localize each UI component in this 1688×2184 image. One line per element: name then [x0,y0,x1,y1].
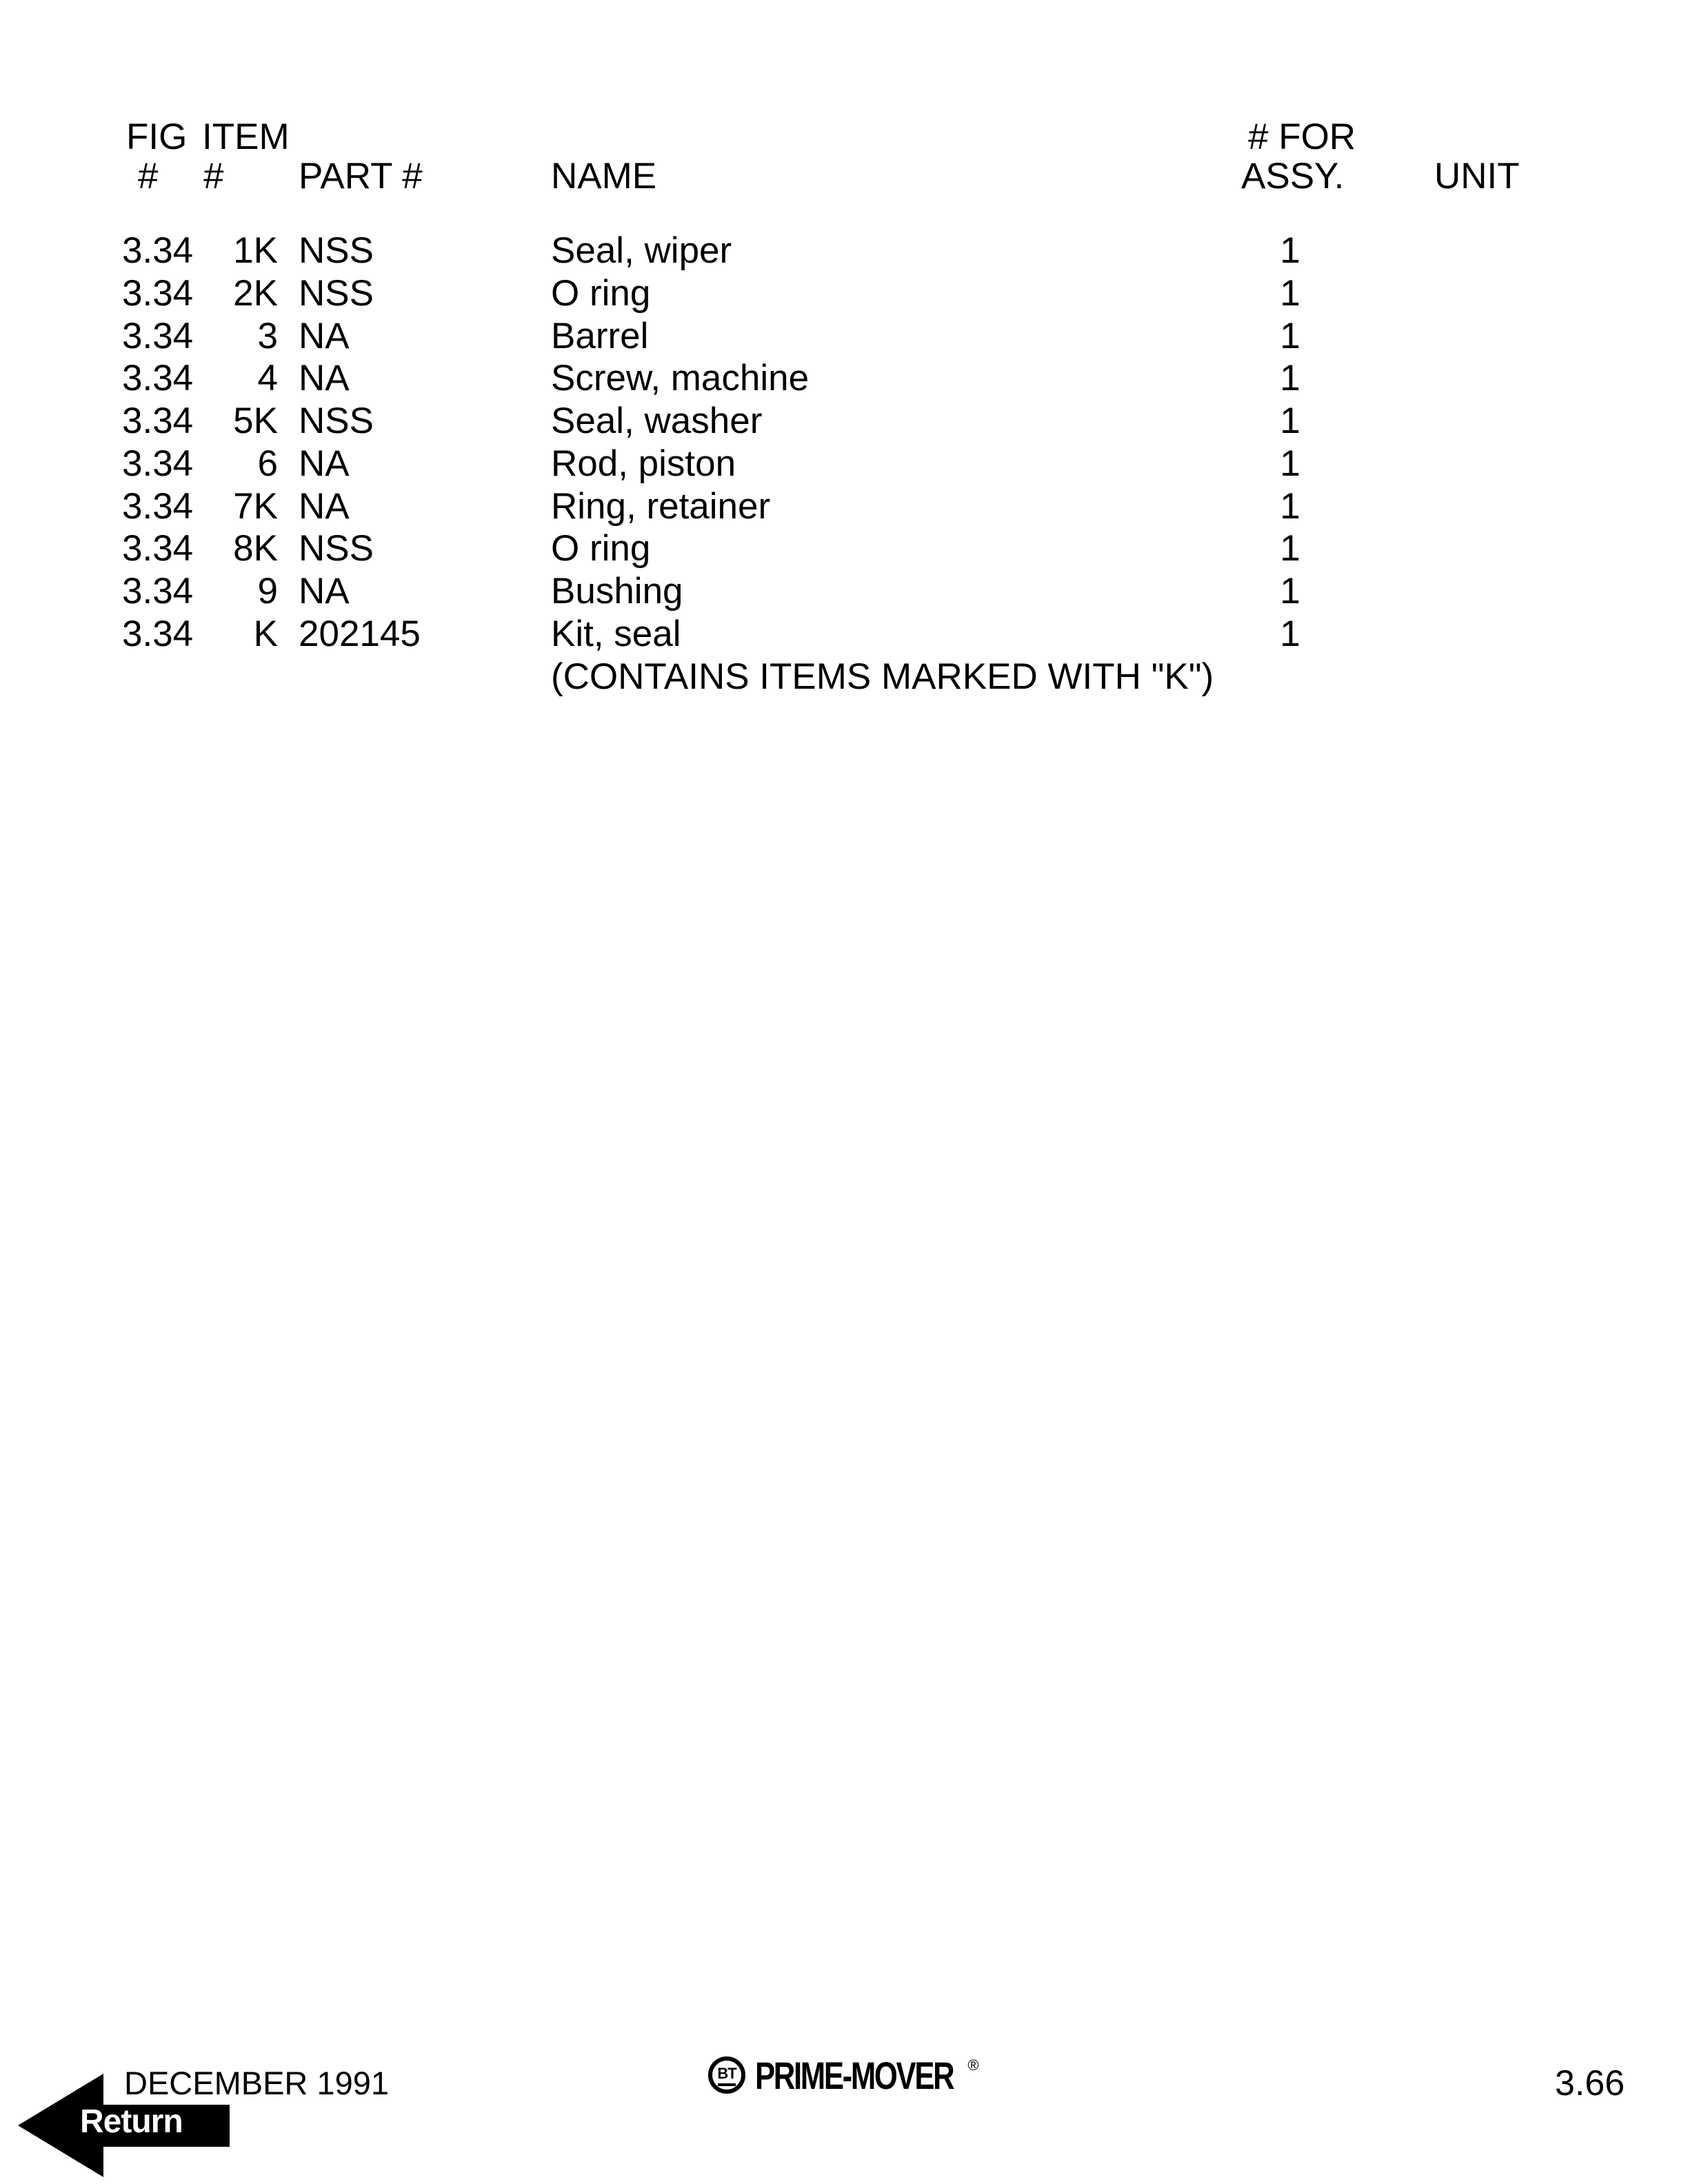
prime-mover-logo-text: PRIME-MOVER [755,2053,954,2097]
cell-name: Seal, washer [551,401,763,441]
cell-fig: 3.34 [122,443,194,484]
header-item-label: ITEM [202,117,290,157]
header-fig-num-label: # [138,156,159,196]
cell-name: Seal, wiper [551,230,732,271]
cell-qty: 1 [1280,316,1300,356]
bt-logo-text: BT [717,2064,736,2082]
cell-part: NSS [299,528,374,569]
cell-qty: 1 [1280,528,1300,569]
cell-part: NSS [299,273,374,314]
prime-mover-logo [708,2054,1021,2096]
cell-fig: 3.34 [122,401,194,441]
page-number: 3.66 [1555,2063,1625,2103]
cell-name: Screw, machine [551,358,810,398]
cell-item: K [253,614,278,654]
cell-fig: 3.34 [122,486,194,527]
cell-item: 5K [233,401,278,441]
cell-qty: 1 [1280,571,1300,611]
header-item-num-label: # [203,156,224,196]
cell-fig: 3.34 [122,358,194,398]
cell-name: Rod, piston [551,443,736,484]
cell-qty: 1 [1280,273,1300,314]
cell-part: NA [299,486,350,527]
header-name-label: NAME [551,156,657,196]
return-button[interactable] [18,2074,230,2177]
cell-name: Kit, seal [551,614,681,654]
cell-fig: 3.34 [122,316,194,356]
cell-item: 7K [233,486,278,527]
cell-name: O ring [551,273,651,314]
cell-item: 1K [233,230,278,271]
cell-fig: 3.34 [122,528,194,569]
header-part-num-label: PART # [299,156,423,196]
cell-qty: 1 [1280,230,1300,271]
return-button-label: Return [80,2103,183,2140]
kit-contents-note: (CONTAINS ITEMS MARKED WITH "K") [551,656,1214,697]
registered-trademark-icon: ® [967,2056,979,2074]
cell-item: 6 [257,443,278,484]
cell-qty: 1 [1280,486,1300,527]
cell-item: 9 [257,571,278,611]
cell-part: NSS [299,230,374,271]
cell-qty: 1 [1280,401,1300,441]
header-assy-label: ASSY. [1241,156,1345,196]
cell-fig: 3.34 [122,571,194,611]
cell-part: NA [299,316,350,356]
cell-item: 8K [233,528,278,569]
cell-qty: 1 [1280,358,1300,398]
header-num-for-label: # FOR [1248,117,1356,157]
cell-fig: 3.34 [122,230,194,271]
cell-fig: 3.34 [122,273,194,314]
bt-logo-icon [708,2056,745,2094]
cell-item: 4 [257,358,278,398]
cell-name: Ring, retainer [551,486,771,527]
header-unit-label: UNIT [1434,156,1520,196]
cell-name: Barrel [551,316,649,356]
cell-part: 202145 [299,614,421,654]
cell-qty: 1 [1280,614,1300,654]
cell-part: NA [299,443,350,484]
cell-qty: 1 [1280,443,1300,484]
bt-logo-underline [718,2083,736,2086]
cell-item: 3 [257,316,278,356]
cell-part: NA [299,571,350,611]
cell-part: NA [299,358,350,398]
cell-name: Bushing [551,571,683,611]
header-fig-label: FIG [126,117,188,157]
cell-part: NSS [299,401,374,441]
cell-fig: 3.34 [122,614,194,654]
cell-item: 2K [233,273,278,314]
cell-name: O ring [551,528,651,569]
footer-date: DECEMBER 1991 [124,2065,389,2101]
